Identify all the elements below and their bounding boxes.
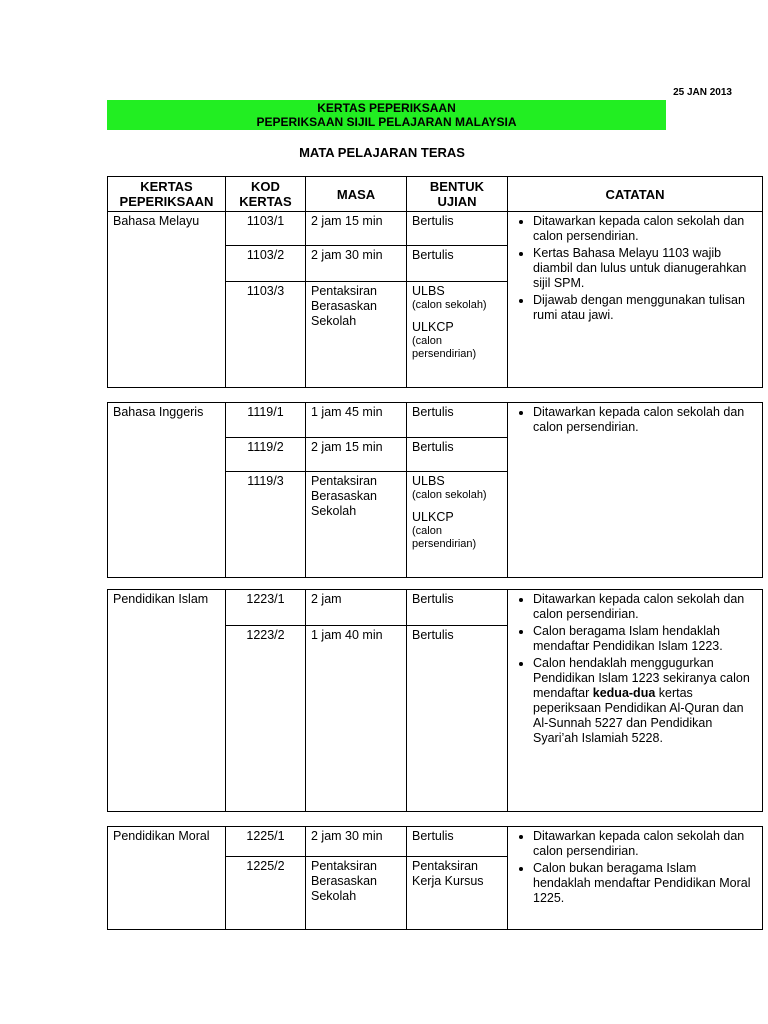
table-bahasa-inggeris — [107, 402, 763, 578]
kod-cell: 1119/1 — [226, 403, 306, 438]
masa-cell: 1 jam 45 min — [306, 403, 407, 438]
title-banner — [107, 100, 666, 130]
table-pendidikan-islam — [107, 589, 763, 812]
notes-list — [513, 592, 757, 746]
list-item: • Ditawarkan kepada calon sekolah dan calon persendirian. — [533, 214, 757, 244]
bentuk-cell: Bertulis — [407, 403, 508, 438]
list-item: • Kertas Bahasa Melayu 1103 wajib diambil dan lulus untuk dianugerahkan sijil SPM. — [533, 246, 757, 291]
banner-line-2: PEPERIKSAAN SIJIL PELAJARAN MALAYSIA — [256, 115, 517, 129]
list-item: • Ditawarkan kepada calon sekolah dan calon persendirian. — [533, 829, 757, 859]
kod-cell: 1103/3 — [226, 282, 306, 388]
header-masa: MASA — [306, 177, 407, 212]
notes-list — [513, 405, 757, 435]
masa-cell: Pentaksiran Berasaskan Sekolah — [306, 857, 407, 930]
table-row — [108, 212, 763, 246]
banner-line-1: KERTAS PEPERIKSAAN — [317, 101, 456, 115]
kod-cell: 1223/1 — [226, 590, 306, 626]
emphasis-text: kedua-dua — [592, 686, 656, 700]
list-item: • Ditawarkan kepada calon sekolah dan calon persendirian. — [533, 405, 757, 435]
bentuk-cell: Bertulis — [407, 590, 508, 626]
bentuk-cell: Bertulis — [407, 438, 508, 472]
list-item: • Calon hendaklah menggugurkan Pendidikan Islam 1223 sekiranya calon mendaftar kedua-dua kertas peperiksaan Pendidikan Al-Quran dan Al-Sunnah 5227 dan Pendidikan Syari’ah Islamiah 5228. — [533, 656, 757, 746]
subject-cell: Bahasa Melayu — [108, 212, 226, 388]
bentuk-cell — [407, 282, 508, 388]
catatan-cell — [508, 212, 763, 388]
table-row — [108, 403, 763, 438]
kod-cell: 1225/2 — [226, 857, 306, 930]
bentuk-ulkcp-note: (calon persendirian) — [412, 335, 477, 360]
bentuk-cell — [407, 472, 508, 578]
masa-cell: 1 jam 40 min — [306, 626, 407, 812]
kod-cell: 1119/3 — [226, 472, 306, 578]
bentuk-ulbs-note: (calon sekolah) — [412, 489, 487, 501]
notes-list — [513, 214, 757, 323]
bentuk-cell: Bertulis — [407, 827, 508, 857]
bentuk-ulkcp: ULKCP — [412, 320, 454, 334]
kod-cell: 1225/1 — [226, 827, 306, 857]
masa-cell: 2 jam 15 min — [306, 212, 407, 246]
masa-cell: 2 jam 15 min — [306, 438, 407, 472]
masa-cell: 2 jam 30 min — [306, 827, 407, 857]
document-date: 25 JAN 2013 — [673, 87, 732, 98]
catatan-cell — [508, 827, 763, 930]
bentuk-cell: Bertulis — [407, 626, 508, 812]
list-item: • Calon beragama Islam hendaklah mendaftar Pendidikan Islam 1223. — [533, 624, 757, 654]
bentuk-ulkcp-note: (calon persendirian) — [412, 525, 477, 550]
bentuk-cell: Pentaksiran Kerja Kursus — [407, 857, 508, 930]
list-item: • Ditawarkan kepada calon sekolah dan calon persendirian. — [533, 592, 757, 622]
subject-cell: Pendidikan Moral — [108, 827, 226, 930]
list-item: • Dijawab dengan menggunakan tulisan rumi atau jawi. — [533, 293, 757, 323]
bentuk-ulbs-note: (calon sekolah) — [412, 299, 487, 311]
table-row — [108, 827, 763, 857]
header-catatan: CATATAN — [508, 177, 763, 212]
bentuk-cell: Bertulis — [407, 212, 508, 246]
masa-cell: 2 jam 30 min — [306, 246, 407, 282]
header-kod: KOD KERTAS — [226, 177, 306, 212]
section-subtitle — [0, 145, 768, 160]
list-item: • Calon bukan beragama Islam hendaklah mendaftar Pendidikan Moral 1225. — [533, 861, 757, 906]
catatan-cell — [508, 590, 763, 812]
kod-cell: 1119/2 — [226, 438, 306, 472]
table-row — [108, 590, 763, 626]
subject-cell: Pendidikan Islam — [108, 590, 226, 812]
bentuk-cell: Bertulis — [407, 246, 508, 282]
bentuk-ulbs: ULBS — [412, 474, 445, 488]
bentuk-ulkcp: ULKCP — [412, 510, 454, 524]
catatan-cell — [508, 403, 763, 578]
header-row — [108, 177, 763, 212]
notes-list — [513, 829, 757, 906]
masa-cell: Pentaksiran Berasaskan Sekolah — [306, 282, 407, 388]
bentuk-ulbs: ULBS — [412, 284, 445, 298]
table-pendidikan-moral — [107, 826, 763, 930]
table-bahasa-melayu — [107, 176, 763, 388]
subtitle-text: MATA PELAJARAN TERAS — [299, 145, 465, 160]
subject-cell: Bahasa Inggeris — [108, 403, 226, 578]
kod-cell: 1103/2 — [226, 246, 306, 282]
masa-cell: Pentaksiran Berasaskan Sekolah — [306, 472, 407, 578]
kod-cell: 1223/2 — [226, 626, 306, 812]
header-bentuk: BENTUK UJIAN — [407, 177, 508, 212]
masa-cell: 2 jam — [306, 590, 407, 626]
kod-cell: 1103/1 — [226, 212, 306, 246]
header-kertas: KERTAS PEPERIKSAAN — [108, 177, 226, 212]
